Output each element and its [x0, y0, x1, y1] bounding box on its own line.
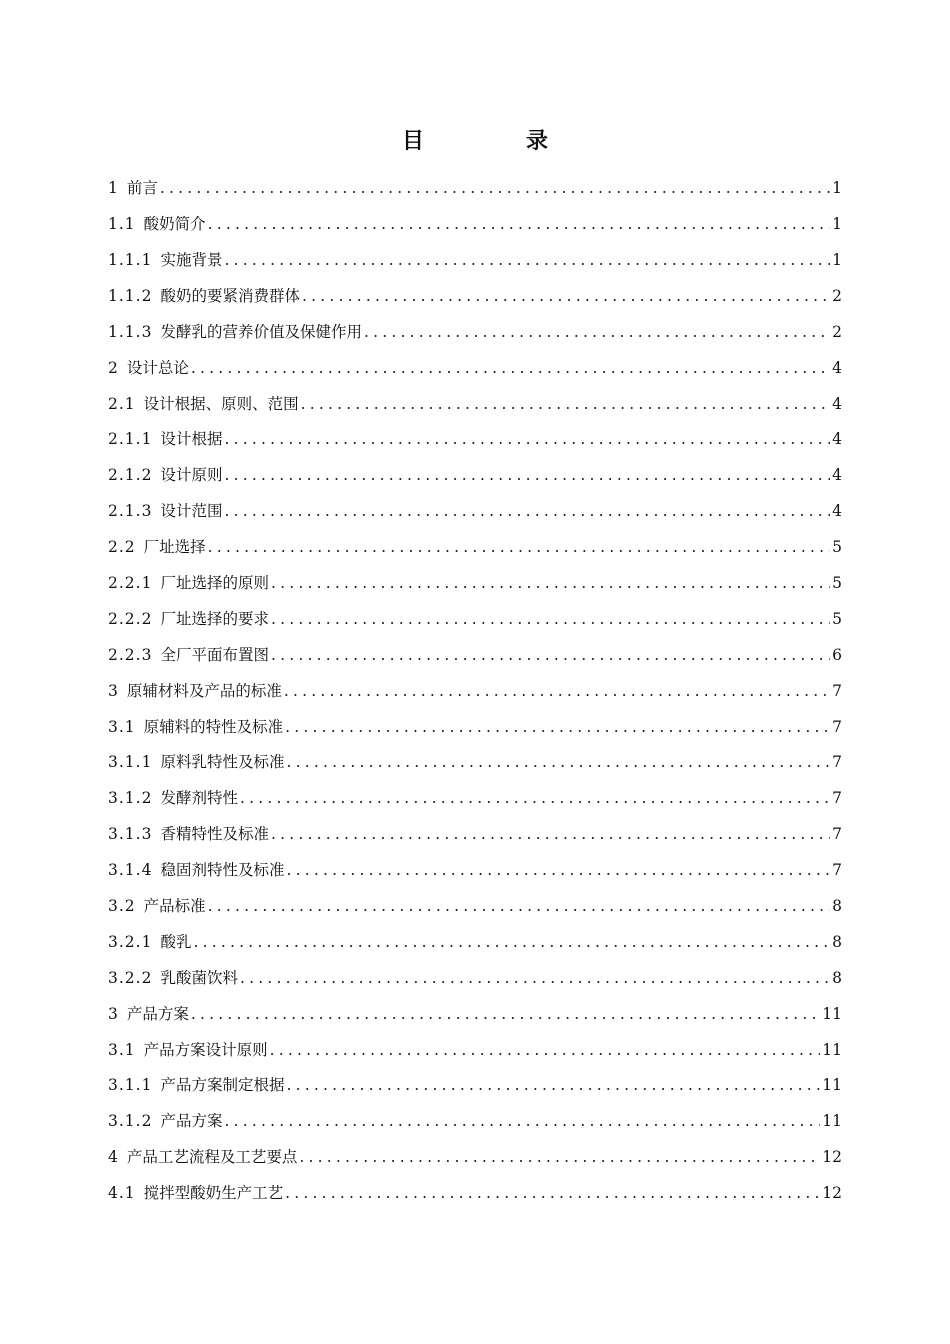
toc-entry-page-number: 4 — [832, 502, 842, 521]
toc-entry-title: 酸奶简介 — [143, 215, 206, 234]
toc-entry-number: 2.2.1 — [108, 573, 153, 592]
toc-entry-page-number: 5 — [832, 609, 842, 628]
toc-entry-page-number: 7 — [832, 717, 842, 736]
toc-entry-number: 3 — [108, 681, 119, 700]
toc-entry[interactable] — [108, 530, 842, 566]
toc-dot-leader — [240, 791, 830, 807]
toc-entry[interactable] — [108, 925, 842, 961]
toc-entry-number: 3.2.1 — [108, 932, 153, 951]
toc-dot-leader — [364, 325, 830, 341]
toc-entry-page-number: 2 — [832, 286, 842, 305]
toc-entry-title: 设计根据 — [160, 430, 223, 449]
toc-entry-title: 发酵剂特性 — [160, 789, 238, 808]
toc-dot-leader — [302, 289, 830, 305]
toc-entry[interactable] — [108, 889, 842, 925]
toc-entry[interactable] — [108, 458, 842, 494]
toc-entry-page-number: 4 — [832, 358, 842, 377]
toc-entry[interactable] — [108, 207, 842, 243]
toc-entry-page-number: 11 — [822, 1004, 842, 1023]
toc-dot-leader — [270, 1043, 821, 1059]
toc-entry-title: 产品方案制定根据 — [160, 1076, 285, 1095]
toc-dot-leader — [271, 648, 830, 664]
toc-entry[interactable] — [108, 709, 842, 745]
toc-entry-page-number: 1 — [832, 179, 842, 198]
toc-entry[interactable] — [108, 602, 842, 638]
toc-dot-leader — [160, 181, 830, 197]
toc-entry[interactable] — [108, 745, 842, 781]
toc-entry-title: 产品标准 — [143, 897, 206, 915]
toc-dot-leader — [286, 863, 830, 879]
toc-entry-number: 3.1.3 — [108, 825, 153, 844]
toc-entry-number: 1.1.1 — [108, 250, 153, 269]
toc-entry[interactable] — [108, 1104, 842, 1140]
toc-entry[interactable] — [108, 422, 842, 458]
toc-entry-page-number: 7 — [832, 825, 842, 844]
toc-entry-number: 2.1.2 — [108, 466, 153, 485]
toc-entry-page-number: 6 — [832, 645, 842, 664]
toc-entry-title: 原辅料的特性及标准 — [143, 717, 284, 736]
toc-entry-title: 设计总论 — [126, 358, 189, 377]
toc-entry[interactable] — [108, 494, 842, 530]
toc-entry-number: 1 — [108, 179, 119, 198]
toc-entry-title: 稳固剂特性及标准 — [160, 861, 285, 880]
toc-entry-number: 3.1 — [108, 1040, 136, 1059]
toc-entry-number: 3.1 — [108, 717, 136, 736]
toc-entry-title: 酸奶的要紧消费群体 — [160, 286, 300, 305]
toc-entry-number: 2.2.2 — [108, 609, 153, 628]
toc-entry-title: 原辅材料及产品的标准 — [126, 681, 282, 700]
toc-dot-leader — [271, 612, 830, 628]
toc-entry[interactable] — [108, 279, 842, 315]
toc-entry-number: 2.1 — [108, 394, 136, 413]
toc-entry-title: 实施背景 — [160, 250, 223, 269]
toc-entry-number: 2.2 — [108, 538, 136, 557]
toc-entry-page-number: 11 — [822, 1040, 842, 1059]
toc-entry-title: 酸乳 — [160, 932, 192, 951]
toc-entry[interactable] — [108, 996, 842, 1032]
toc-dot-leader — [271, 827, 830, 843]
toc-entry-page-number: 4 — [832, 394, 842, 413]
toc-entry[interactable] — [108, 961, 842, 997]
toc-entry-number: 3.2.2 — [108, 968, 153, 987]
toc-entry-title: 厂址选择的要求 — [160, 609, 269, 628]
toc-dot-leader — [286, 755, 830, 771]
toc-entry[interactable] — [108, 817, 842, 853]
toc-entry[interactable] — [108, 638, 842, 674]
toc-dot-leader — [193, 935, 830, 951]
toc-entry-title: 设计原则 — [160, 466, 223, 485]
toc-entry-title: 产品方案 — [126, 1004, 189, 1023]
toc-entry-page-number: 1 — [832, 215, 842, 234]
toc-entry-page-number: 5 — [832, 573, 842, 592]
toc-entry-page-number: 8 — [832, 968, 842, 987]
toc-entry-title: 乳酸菌饮料 — [160, 968, 238, 987]
toc-entry-number: 3.1.1 — [108, 1076, 153, 1095]
toc-entry[interactable] — [108, 1032, 842, 1068]
toc-entry-number: 2.2.3 — [108, 645, 153, 664]
toc-entry-number: 2 — [108, 358, 119, 377]
toc-entry-number: 3.1.2 — [108, 789, 153, 808]
toc-entry-number: 1.1 — [108, 215, 136, 234]
toc-entry[interactable] — [108, 673, 842, 709]
toc-entry-title: 产品方案 — [160, 1112, 223, 1131]
toc-entry[interactable] — [108, 315, 842, 351]
toc-entry-page-number: 11 — [822, 1076, 842, 1095]
toc-entry-page-number: 8 — [832, 932, 842, 951]
toc-dot-leader — [224, 468, 830, 484]
toc-entry[interactable] — [108, 350, 842, 386]
toc-dot-leader — [208, 217, 830, 233]
toc-entry-title: 原料乳特性及标准 — [160, 753, 285, 772]
toc-dot-leader — [224, 432, 830, 448]
toc-entry-title: 前言 — [126, 179, 158, 198]
toc-entry[interactable] — [108, 243, 842, 279]
toc-entry-title: 产品方案设计原则 — [143, 1040, 268, 1059]
toc-dot-leader — [191, 1007, 820, 1023]
toc-list — [108, 171, 842, 1212]
toc-entry-page-number: 12 — [822, 1148, 842, 1167]
toc-entry-number: 3 — [108, 1004, 119, 1023]
toc-dot-leader — [286, 1078, 820, 1094]
toc-dot-leader — [284, 684, 830, 700]
toc-entry-page-number: 1 — [832, 250, 842, 269]
toc-entry[interactable] — [108, 781, 842, 817]
toc-entry[interactable] — [108, 1068, 842, 1104]
toc-dot-leader — [299, 1150, 820, 1166]
toc-entry-number: 3.1.4 — [108, 861, 153, 880]
toc-entry-page-number: 8 — [832, 897, 842, 915]
toc-entry[interactable] — [108, 386, 842, 422]
toc-entry-title: 设计范围 — [160, 502, 223, 521]
toc-title: 目 录 — [401, 128, 588, 154]
toc-entry-title: 全厂平面布置图 — [160, 645, 269, 664]
toc-entry-number: 2.1.3 — [108, 502, 153, 521]
toc-entry-number: 3.2 — [108, 897, 136, 915]
toc-dot-leader — [224, 504, 830, 520]
toc-entry-page-number: 7 — [832, 753, 842, 772]
toc-entry-number: 1.1.2 — [108, 286, 153, 305]
toc-dot-leader — [285, 1186, 820, 1202]
toc-entry-page-number: 4 — [832, 430, 842, 449]
toc-entry-number: 2.1.1 — [108, 430, 153, 449]
toc-entry-title: 发酵乳的营养价值及保健作用 — [160, 322, 362, 341]
toc-entry-title: 搅拌型酸奶生产工艺 — [143, 1184, 284, 1203]
toc-dot-leader — [208, 899, 830, 915]
toc-entry-number: 1.1.3 — [108, 322, 153, 341]
toc-entry-title: 香精特性及标准 — [160, 825, 269, 844]
toc-entry[interactable] — [108, 1176, 842, 1212]
toc-entry-page-number: 5 — [832, 538, 842, 557]
toc-entry-title: 产品工艺流程及工艺要点 — [126, 1148, 298, 1167]
toc-entry-page-number: 2 — [832, 322, 842, 341]
toc-entry-number: 3.1.1 — [108, 753, 153, 772]
toc-entry-number: 3.1.2 — [108, 1112, 153, 1131]
toc-entry[interactable] — [108, 853, 842, 889]
toc-entry-page-number: 12 — [822, 1184, 842, 1203]
toc-dot-leader — [271, 576, 830, 592]
toc-entry-page-number: 7 — [832, 681, 842, 700]
toc-dot-leader — [301, 397, 830, 413]
toc-dot-leader — [240, 971, 830, 987]
toc-entry-page-number: 4 — [832, 466, 842, 485]
toc-entry-page-number: 11 — [822, 1112, 842, 1131]
toc-entry-title: 设计根据、原则、范围 — [143, 394, 299, 413]
toc-entry-page-number: 7 — [832, 861, 842, 880]
toc-entry-title: 厂址选择的原则 — [160, 573, 269, 592]
toc-dot-leader — [208, 540, 830, 556]
toc-dot-leader — [224, 253, 830, 269]
toc-dot-leader — [285, 720, 830, 736]
toc-entry[interactable] — [108, 566, 842, 602]
toc-entry-number: 4 — [108, 1148, 119, 1167]
toc-entry-page-number: 7 — [832, 789, 842, 808]
toc-entry-number: 4.1 — [108, 1184, 136, 1203]
toc-dot-leader — [191, 361, 830, 377]
toc-dot-leader — [224, 1114, 820, 1130]
toc-entry[interactable] — [108, 171, 842, 207]
toc-entry[interactable] — [108, 1140, 842, 1176]
toc-entry-title: 厂址选择 — [143, 538, 206, 557]
